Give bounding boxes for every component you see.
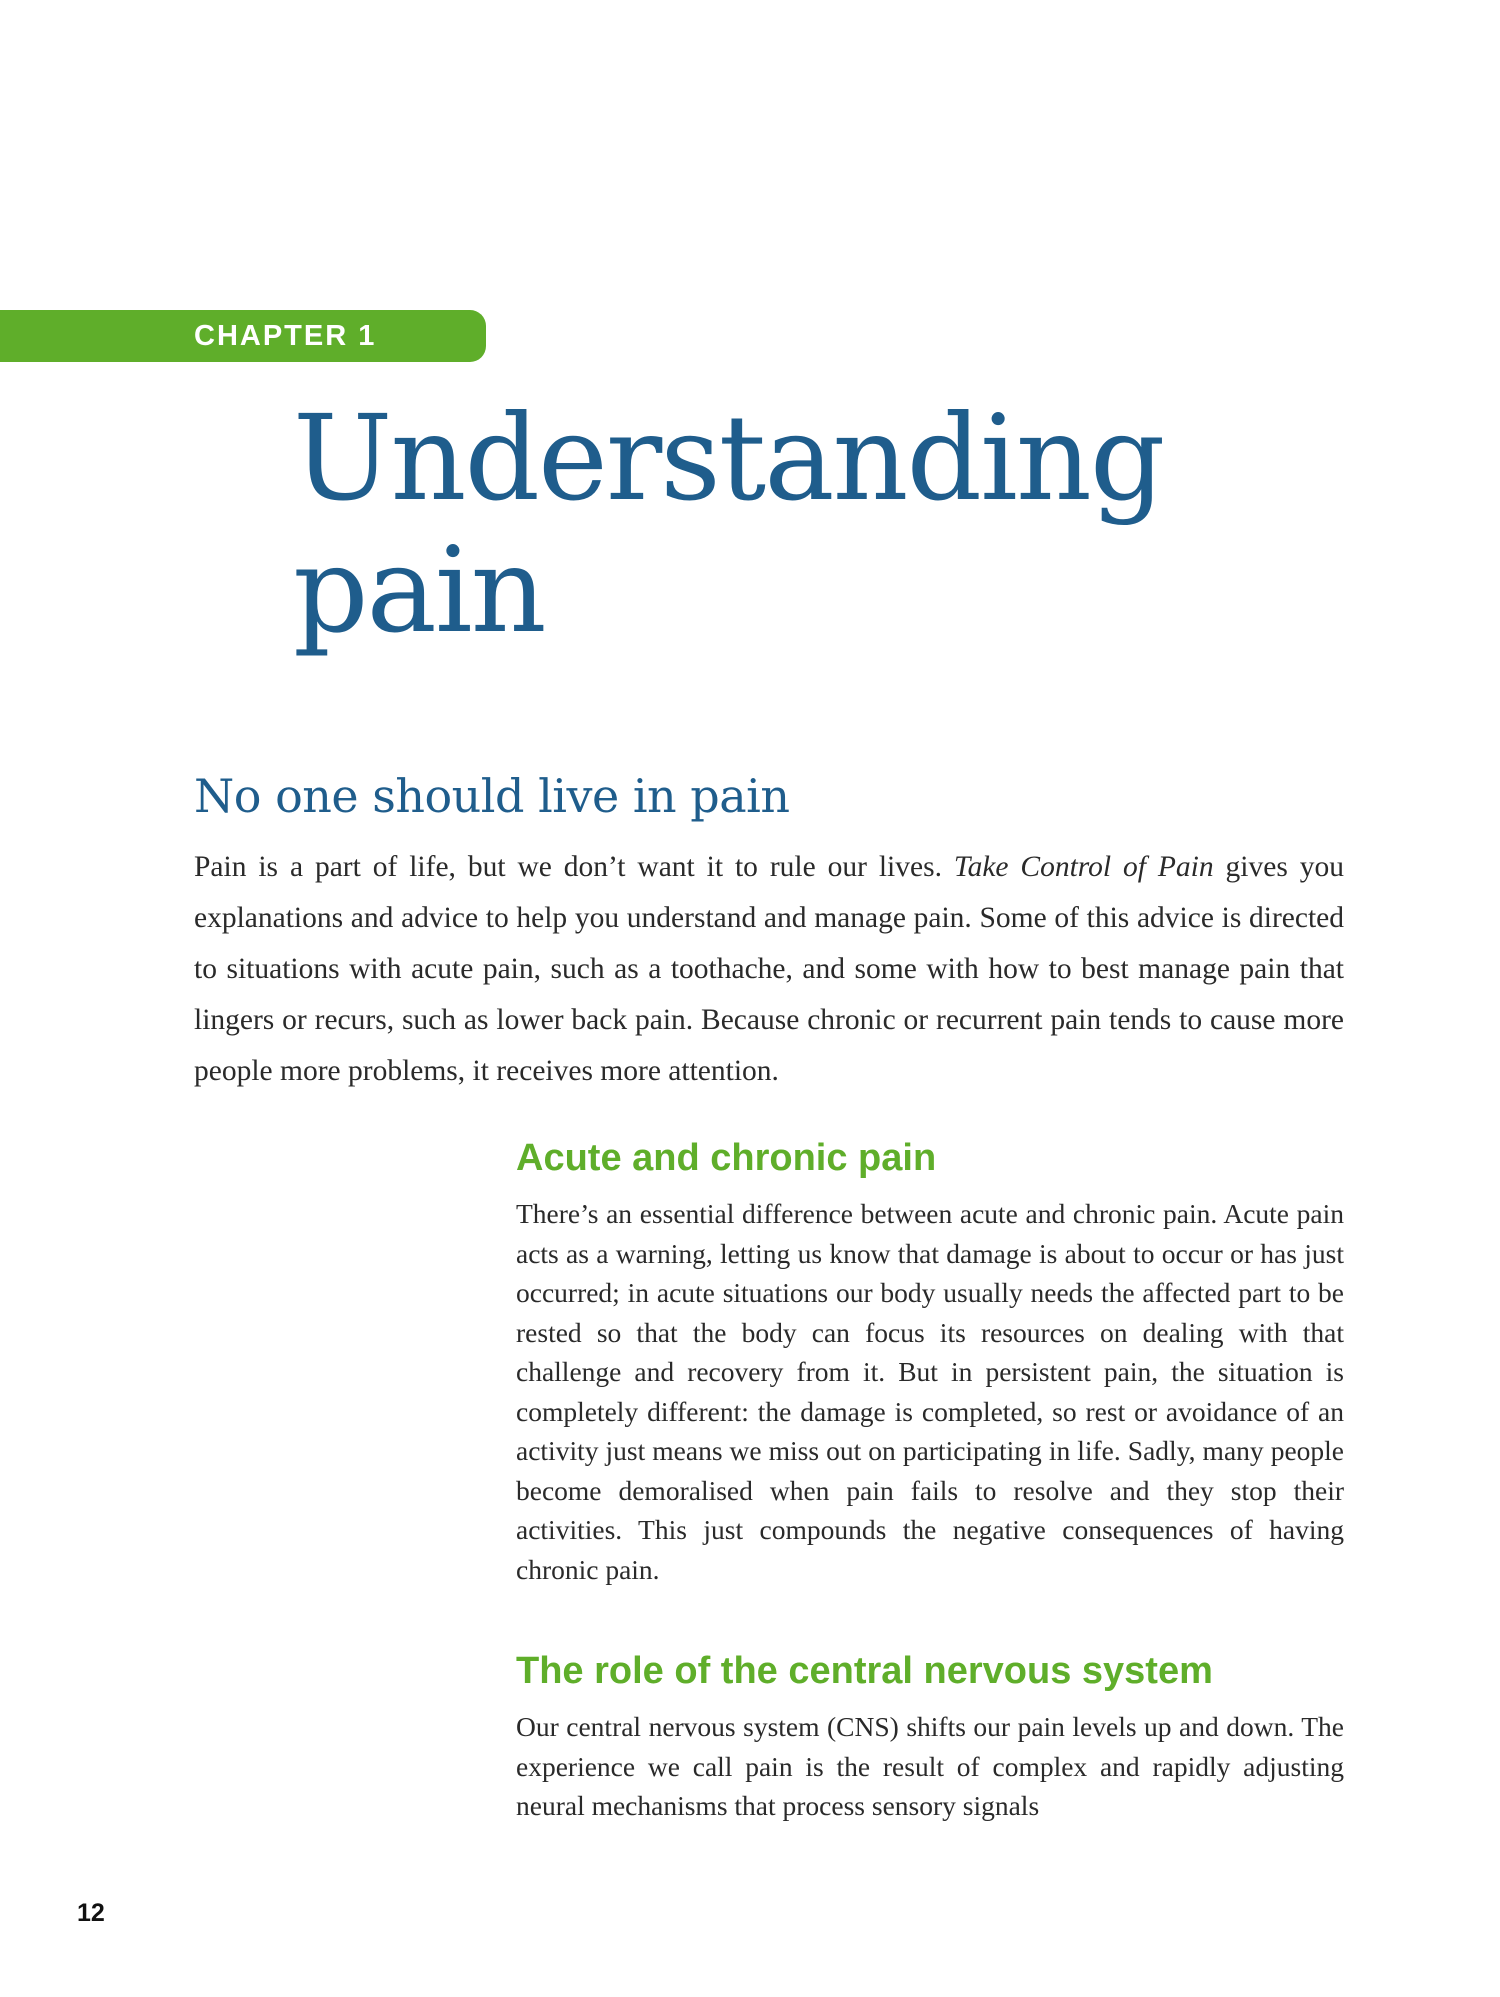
intro-text-end: gives you explanations and advice to help you understand and manage pain. Some of this advice is directed to situations with acute pain, such as a toothache, and some with how to best manage pain that lingers or recurs, such as lower back pain. Because chronic or recurrent pain tends to cause more people more problems, it receives more attention. [194, 851, 1344, 1087]
section-heading: No one should live in pain [194, 769, 790, 823]
page-number: 12 [77, 1899, 105, 1927]
chapter-title [293, 389, 1164, 659]
chapter-tab [0, 310, 486, 362]
cns-heading: The role of the central nervous system [516, 1650, 1213, 1692]
chapter-title-line1: Understanding [293, 389, 1164, 527]
intro-paragraph [194, 842, 1344, 1097]
intro-text-start: Pain is a part of life, but we don’t want it to rule our lives. [194, 851, 954, 883]
acute-chronic-paragraph: There’s an essential difference between acute and chronic pain. Acute pain acts as a warning, letting us know that damage is about to occur or has just occurred; in acute situations our body usually needs the affected part to be rested so that the body can focus its resources on dealing with that challenge and recovery from it. But in persistent pain, the situation is completely different: the damage is completed, so rest or avoidance of an activity just means we miss out on participating in life. Sadly, many people become demoralised when pain fails to resolve and they stop their activities. This just compounds the negative consequences of having chronic pain. [516, 1198, 1344, 1585]
acute-chronic-heading: Acute and chronic pain [516, 1137, 937, 1179]
chapter-label: CHAPTER 1 [194, 319, 377, 352]
book-title-italic: Take Control of Pain [953, 851, 1214, 883]
cns-paragraph: Our central nervous system (CNS) shifts our pain levels up and down. The experience we call pain is the result of complex and rapidly adjusting neural mechanisms that process sensory signals [516, 1711, 1344, 1821]
chapter-title-line2: pain [293, 521, 545, 659]
